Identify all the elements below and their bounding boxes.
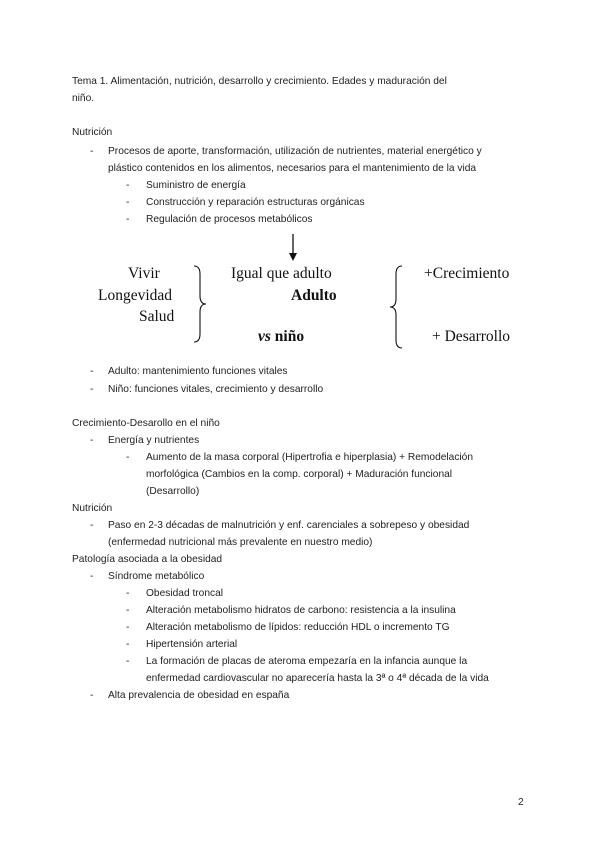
crecimiento-detail-line2: morfológica (Cambios en la comp. corporal) + Maduración funcional xyxy=(146,469,453,480)
sub-bullet-dash: - xyxy=(126,180,130,191)
bullet-dash: - xyxy=(90,366,94,377)
list-item: Niño: funciones vitales, crecimiento y desarrollo xyxy=(108,384,324,395)
section-heading-nutricion: Nutrición xyxy=(72,127,113,138)
nutricion2-line1: Paso en 2-3 décadas de malnutrición y enf. carenciales a sobrepeso y obesidad xyxy=(108,520,470,531)
document-title-line2: niño. xyxy=(72,93,95,104)
list-item: Alta prevalencia de obesidad en españa xyxy=(108,690,290,701)
section-heading-crecimiento: Crecimiento-Desarollo en el niño xyxy=(72,418,220,429)
sub-bullet-dash: - xyxy=(126,197,130,208)
list-item: Alteración metabolismo de lípidos: reducción HDL o incremento TG xyxy=(146,622,450,633)
sub-bullet-dash: - xyxy=(126,622,130,633)
sub-bullet-dash: - xyxy=(126,656,130,667)
diagram-left-longevidad: Longevidad xyxy=(98,287,173,304)
sub-bullet-dash: - xyxy=(126,214,130,225)
sub-bullet-dash: - xyxy=(126,605,130,616)
list-item: Alteración metabolismo hidratos de carbono: resistencia a la insulina xyxy=(146,605,456,616)
list-item: Obesidad troncal xyxy=(146,588,224,599)
diagram-adulto: Adulto xyxy=(291,287,337,304)
diagram-vs: vs xyxy=(258,328,271,345)
diagram-left-salud: Salud xyxy=(139,308,175,325)
diagram-left-vivir: Vivir xyxy=(128,265,160,282)
bullet-dash: - xyxy=(90,435,94,446)
list-item: Regulación de procesos metabólicos xyxy=(146,214,313,225)
list-item: Síndrome metabólico xyxy=(108,571,205,582)
right-curly-brace-icon xyxy=(192,264,208,344)
bullet-dash: - xyxy=(90,520,94,531)
left-curly-brace-icon xyxy=(388,264,404,350)
diagram-nino: niño xyxy=(274,328,305,345)
list-item: Energía y nutrientes xyxy=(108,435,200,446)
diagram-vs-nino xyxy=(258,328,304,346)
document-title-line1: Tema 1. Alimentación, nutrición, desarrollo y crecimiento. Edades y maduración del xyxy=(72,76,447,87)
page-number: 2 xyxy=(518,797,524,808)
section-heading-patologia: Patología asociada a la obesidad xyxy=(72,554,223,565)
down-arrow-icon xyxy=(285,234,301,262)
nutricion2-line2: (enfermedad nutricional más prevalente en nuestro medio) xyxy=(108,537,373,548)
ateroma-line1: La formación de placas de ateroma empezaría en la infancia aunque la xyxy=(146,656,468,667)
list-item: Suministro de energía xyxy=(146,180,246,191)
bullet-dash: - xyxy=(90,146,94,157)
bullet-dash: - xyxy=(90,384,94,395)
section-heading-nutricion-2: Nutrición xyxy=(72,503,113,514)
bullet-dash: - xyxy=(90,571,94,582)
nutricion-definition-line1: Procesos de aporte, transformación, utilización de nutrientes, material energético y xyxy=(108,146,482,157)
list-item: Adulto: mantenimiento funciones vitales xyxy=(108,366,288,377)
nutricion-definition-line2: plástico contenidos en los alimentos, necesarios para el mantenimiento de la vida xyxy=(108,163,477,174)
bullet-dash: - xyxy=(90,690,94,701)
sub-bullet-dash: - xyxy=(126,588,130,599)
list-item: Hipertensión arterial xyxy=(146,639,238,650)
diagram-crecimiento: +Crecimiento xyxy=(424,265,510,282)
crecimiento-detail-line1: Aumento de la masa corporal (Hipertrofia e hiperplasia) + Remodelación xyxy=(146,452,474,463)
sub-bullet-dash: - xyxy=(126,452,130,463)
diagram-desarrollo: + Desarrollo xyxy=(432,328,511,345)
ateroma-line2: enfermedad cardiovascular no aparecería hasta la 3ª o 4ª década de la vida xyxy=(146,673,489,684)
list-item: Construcción y reparación estructuras orgánicas xyxy=(146,197,365,208)
diagram-igual-que-adulto: Igual que adulto xyxy=(231,265,332,282)
sub-bullet-dash: - xyxy=(126,639,130,650)
crecimiento-detail-line3: (Desarrollo) xyxy=(146,486,200,497)
